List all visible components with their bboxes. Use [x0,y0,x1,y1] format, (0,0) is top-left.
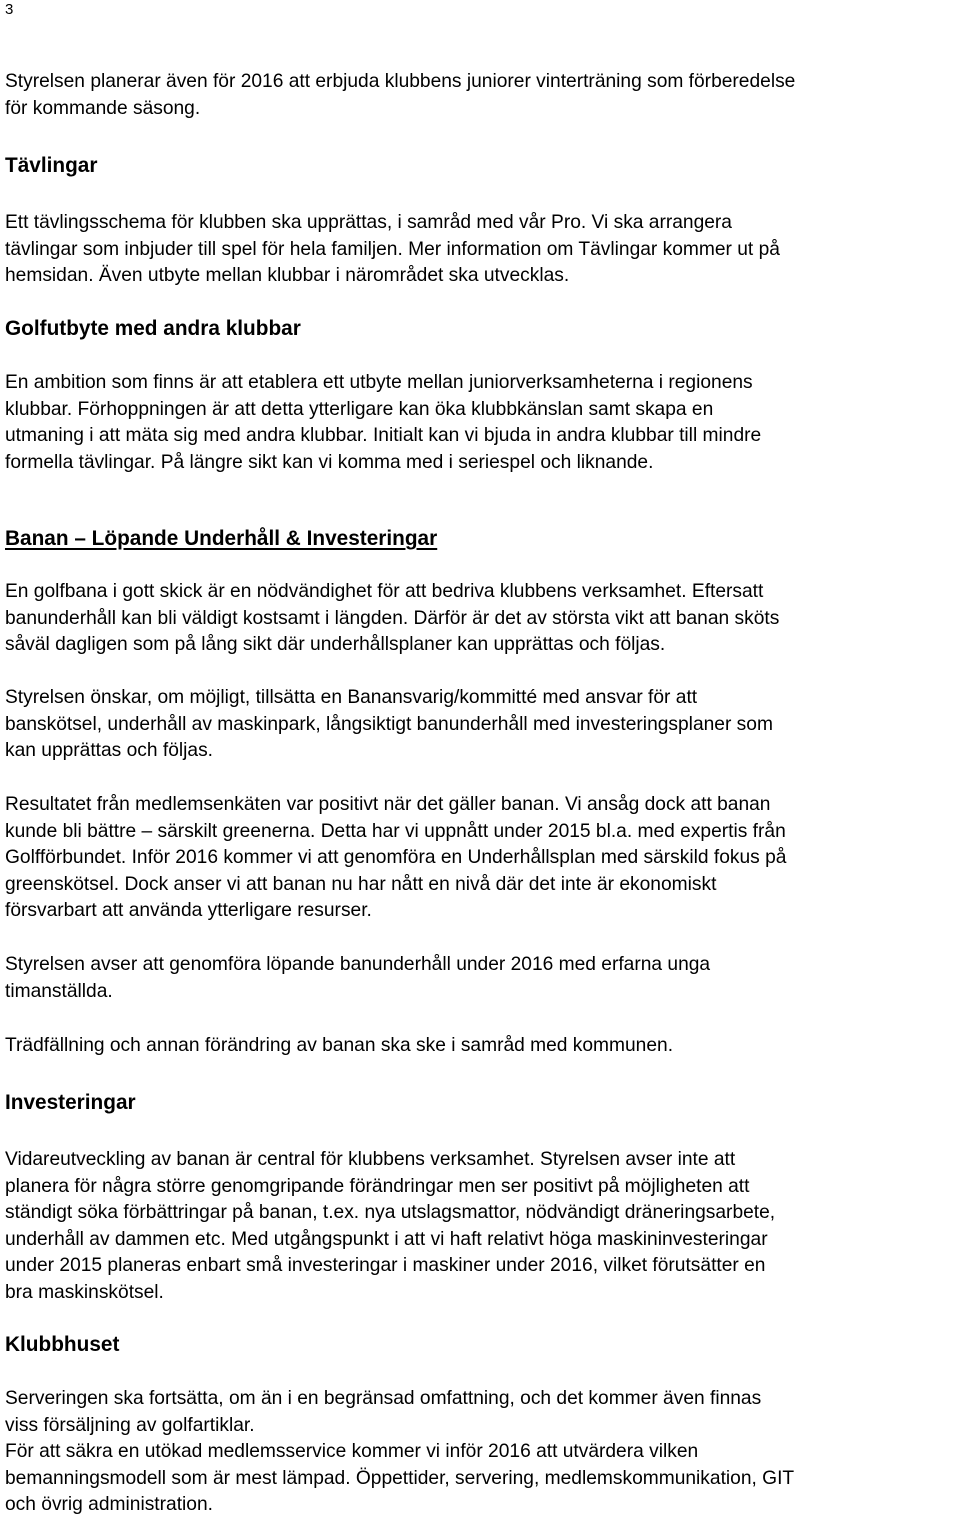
text-line: bemanningsmodell som är mest lämpad. Öppettider, servering, medlemskommunikation, GIT [5,1467,795,1489]
text-line: Styrelsen planerar även för 2016 att erbjuda klubbens juniorer vinterträning som förberedelse [5,71,796,92]
text-line: En ambition som finns är att etablera ett utbyte mellan juniorverksamheterna i regionens [5,372,753,393]
text-line: kunde bli bättre – särskilt greenerna. Detta har vi uppnått under 2015 bl.a. med expertis från [5,820,786,842]
text-line: Vidareutveckling av banan är central för klubbens verksamhet. Styrelsen avser inte att [5,1149,736,1170]
text-line: kan upprättas och följas. [5,740,213,761]
golfutbyte-paragraph [5,370,955,476]
text-line: formella tävlingar. På längre sikt kan vi komma med i seriespel och liknande. [5,451,654,473]
text-line: Styrelsen önskar, om möjligt, tillsätta en Banansvarig/kommitté med ansvar för att [5,687,698,708]
text-line: viss försäljning av golfartiklar. [5,1414,255,1436]
heading-investeringar: Investeringar [5,1091,136,1114]
text-line: för kommande säsong. [5,97,201,119]
klubbhuset-paragraph-1 [5,1386,955,1439]
heading-banan-text: Banan – Löpande Underhåll & Investeringar [5,527,438,550]
text-line: Trädfällning och annan förändring av banan ska ske i samråd med kommunen. [5,1035,674,1056]
text-line: och övrig administration. [5,1494,213,1515]
text-line: planera för några större genomgripande förändringar men ser positivt på möjligheten att [5,1175,750,1197]
text-line: greenskötsel. Dock anser vi att banan nu har nått en nivå där det inte är ekonomiskt [5,873,717,895]
text-line: bra maskinskötsel. [5,1281,164,1303]
banan-paragraph-4 [5,952,955,1005]
text-line: Ett tävlingsschema för klubben ska upprättas, i samråd med vår Pro. Vi ska arrangera [5,212,732,233]
text-line: timanställda. [5,980,113,1002]
text-line: banunderhåll kan bli väldigt kostsamt i längden. Därför är det av största vikt att banan sköts [5,607,780,629]
banan-paragraph-3 [5,792,955,925]
text-line: Resultatet från medlemsenkäten var positivt när det gäller banan. Vi ansåg dock att banan [5,794,771,815]
text-line: En golfbana i gott skick är en nödvändighet för att bedriva klubbens verksamhet. Eftersatt [5,581,764,602]
klubbhuset-paragraph-2 [5,1439,955,1519]
text-line: Serveringen ska fortsätta, om än i en begränsad omfattning, och det kommer även finnas [5,1388,762,1409]
intro-paragraph [5,69,955,122]
heading-banan [5,526,955,552]
heading-klubbhuset: Klubbhuset [5,1333,120,1356]
text-line: hemsidan. Även utbyte mellan klubbar i närområdet ska utvecklas. [5,265,570,286]
text-line: utmaning i att mäta sig med andra klubbar. Initialt kan vi bjuda in andra klubbar till mindre [5,425,762,446]
banan-paragraph-1 [5,579,955,659]
text-line: Golfförbundet. Inför 2016 kommer vi att genomföra en Underhållsplan med särskild fokus på [5,847,787,868]
text-line: tävlingar som inbjuder till spel för hela familjen. Mer information om Tävlingar kommer ut på [5,238,780,260]
text-line: klubbar. Förhoppningen är att detta ytterligare kan öka klubbkänslan samt skapa en [5,398,714,420]
tavlingar-paragraph [5,210,955,290]
investeringar-paragraph [5,1147,955,1306]
banan-paragraph-5 [5,1033,955,1060]
heading-tavlingar: Tävlingar [5,154,98,177]
banan-paragraph-2 [5,685,955,765]
text-line: För att säkra en utökad medlemsservice kommer vi inför 2016 att utvärdera vilken [5,1441,699,1462]
heading-golfutbyte: Golfutbyte med andra klubbar [5,317,301,340]
text-line: banskötsel, underhåll av maskinpark, långsiktigt banunderhåll med investeringsplaner som [5,713,773,735]
page-number: 3 [5,1,14,18]
text-line: Styrelsen avser att genomföra löpande banunderhåll under 2016 med erfarna unga [5,954,711,975]
text-line: under 2015 planeras enbart små investeringar i maskiner under 2016, vilket förutsätter en [5,1255,766,1276]
text-line: ständigt söka förbättringar på banan, t.ex. nya utslagsmattor, nödvändigt dräneringsarbete, [5,1202,776,1223]
text-line: försvarbart att använda ytterligare resurser. [5,900,372,921]
text-line: underhåll av dammen etc. Med utgångspunkt i att vi haft relativt höga maskininvesteringar [5,1228,768,1250]
text-line: såväl dagligen som på lång sikt där underhållsplaner kan upprättas och följas. [5,634,666,655]
